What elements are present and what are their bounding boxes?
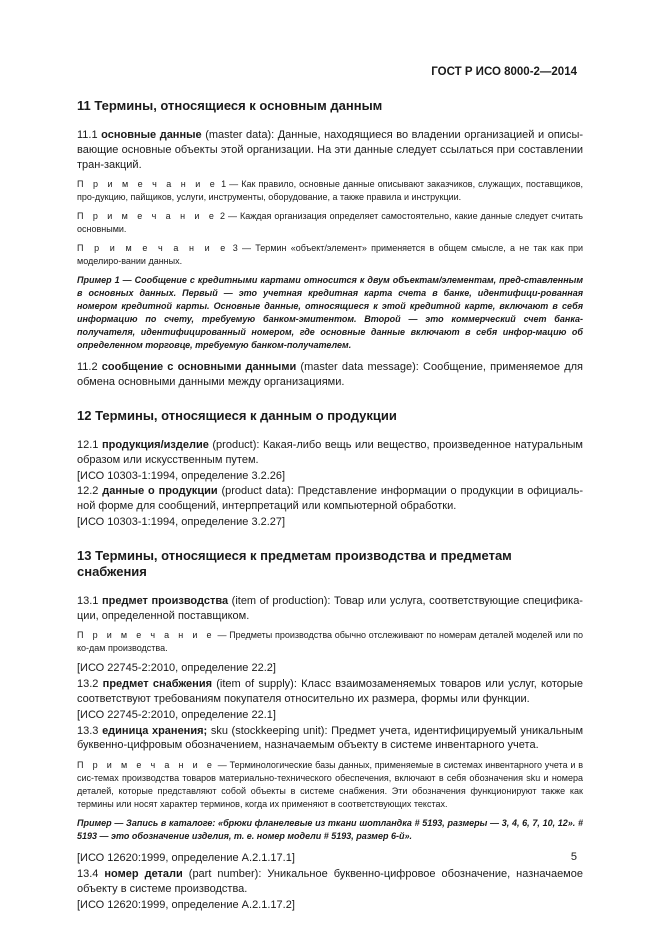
note-text: 1 — Как правило, основные данные описывают заказчиков, служащих, поставщиков, про-дукцию, пайщиков, услуги, инструменты, оборудование, а также правила и инструкции. xyxy=(77,179,584,203)
term-number: 12.2 xyxy=(77,485,99,498)
term-11-2 xyxy=(77,360,583,390)
note-13-2 xyxy=(77,759,583,811)
term-number: 11.1 xyxy=(77,129,98,141)
term-definition: (master data message): Сообщение, применяемое для обмена основными данными между организациями. xyxy=(77,361,583,389)
note-label: П р и м е ч а н и е xyxy=(77,243,229,254)
note-text: — Терминологические базы данных, применяемые в системах инвентарного учета и в сис-темах производства товаров материально-технического обеспечения, включают в себя обозначения sku и номера деталей, которые представляют собой объекты в системе снабжения. Эти обозначения функционируют также как термины или носят характер терминов, когда их применяют в соответствующих текстах. xyxy=(77,760,583,810)
term-name: основные данные xyxy=(101,129,202,141)
term-12-2 xyxy=(77,484,583,514)
term-13-3 xyxy=(77,724,583,754)
section-13-title-line2: снабжения xyxy=(77,563,147,579)
term-definition: sku (stockkeeping unit): Предмет учета, идентифицируемый уникальным буквенно-цифровым обозначением, назначаемым объекту в системе инвентарного учета. xyxy=(77,724,584,752)
term-11-1 xyxy=(77,128,583,172)
note-13-1 xyxy=(77,629,583,655)
term-13-2 xyxy=(77,677,583,707)
term-definition: (product): Какая-либо вещь или вещество, произведенное натуральным образом или искусственным путем. xyxy=(77,438,583,466)
term-definition: (part number): Уникальное буквенно-цифровое обозначение, назначаемое объекту в системе производства. xyxy=(77,867,583,895)
term-definition: (product data): Представление информации о продукции в официаль-ной форме для сообщений, интерпретаций или компьютерной обработки. xyxy=(77,485,583,513)
note-label: П р и м е ч а н и е xyxy=(77,760,216,771)
term-number: 11.2 xyxy=(77,361,98,374)
term-number: 13.4 xyxy=(77,867,99,880)
term-number: 13.2 xyxy=(77,678,99,691)
term-number: 13.1 xyxy=(77,594,99,607)
term-12-1 xyxy=(77,438,583,468)
term-name: номер детали xyxy=(104,867,183,880)
section-12-title: 12 Термины, относящиеся к данным о продукции xyxy=(77,407,397,423)
standard-header: ГОСТ Р ИСО 8000-2—2014 xyxy=(431,66,577,78)
term-13-1 xyxy=(77,594,583,624)
section-13-title-line1: 13 Термины, относящиеся к предметам производства и предметам xyxy=(77,547,512,563)
section-13-title xyxy=(77,548,583,580)
term-name: продукция/изделие xyxy=(101,438,209,451)
page-number: 5 xyxy=(570,851,577,863)
example-11: Пример 1 — Сообщение с кредитными картами относится к двум объектам/элементам, пред-ставленным в основных данных. Первый — это учетная кредитная карта счета в банке, идентифици-рованная номером кредитной карты. Основные данные, относящиеся к этой кредитной карте, включают в себя информацию по счету, требуемую банком-эмитентом. Второй — это коммерческий счет банка-получателя, идентифицированный номером, где основные данные включают в себя инфор-мацию об определенном торговце, требуемую банком-получателем. xyxy=(77,275,583,351)
term-number: 13.3 xyxy=(77,724,99,737)
term-definition: (item of production): Товар или услуга, соответствующие специфика-ции, определенной поставщиком. xyxy=(77,594,583,622)
term-definition: (item of supply): Класс взаимозаменяемых товаров или услуг, которые соответствуют требованиям покупателя относительно их размера, формы или функции. xyxy=(77,678,583,705)
note-label: П р и м е ч а н и е xyxy=(77,211,218,222)
term-number: 12.1 xyxy=(77,438,99,451)
note-label: П р и м е ч а н и е xyxy=(77,630,215,641)
term-13-4 xyxy=(77,867,583,897)
reference-13-4: [ИСО 12620:1999, определение А.2.1.17.2] xyxy=(77,898,295,911)
reference-12-2: [ИСО 10303-1:1994, определение 3.2.27] xyxy=(77,515,286,528)
term-name: предмет производства xyxy=(101,594,229,607)
term-name: данные о продукции xyxy=(102,485,218,498)
note-text: — Предметы производства обычно отслеживают по номерам деталей моделей или по ко-дам производства. xyxy=(77,630,583,654)
term-name: единица хранения; xyxy=(102,724,208,737)
note-text: 2 — Каждая организация определяет самостоятельно, какие данные следует считать основными. xyxy=(77,211,583,235)
note-11-1 xyxy=(77,178,583,204)
note-11-3 xyxy=(77,242,583,268)
example-13: Пример — Запись в каталоге: «брюки фланелевые из ткани шотландка # 5193, размеры — 3, 4, 6, 7, 10, 12». # 5193 — это обозначение изделия, т. е. номер модели # 5193, размер 6-й». xyxy=(77,818,583,842)
reference-13-3: [ИСО 12620:1999, определение А.2.1.17.1] xyxy=(77,852,295,865)
note-label: П р и м е ч а н и е xyxy=(77,179,218,190)
reference-13-1: [ИСО 22745-2:2010, определение 22.2] xyxy=(77,662,276,675)
reference-12-1: [ИСО 10303-1:1994, определение 3.2.26] xyxy=(77,469,286,482)
term-name: сообщение с основными данными xyxy=(101,361,297,374)
page-content xyxy=(77,98,583,913)
note-text: 3 — Термин «объект/элемент» применяется в общем смысле, а не так как при моделиро-вании данных. xyxy=(77,243,584,267)
section-11-title: 11 Термины, относящиеся к основным данным xyxy=(77,98,383,113)
reference-13-2: [ИСО 22745-2:2010, определение 22.1] xyxy=(77,708,276,721)
term-definition: (master data): Данные, находящиеся во владении организацией и описы-вающие основные объекты этой организации. На эти данные следует ссылаться при составлении тран-закций. xyxy=(77,129,584,171)
note-11-2 xyxy=(77,210,583,236)
term-name: предмет снабжения xyxy=(102,678,213,691)
